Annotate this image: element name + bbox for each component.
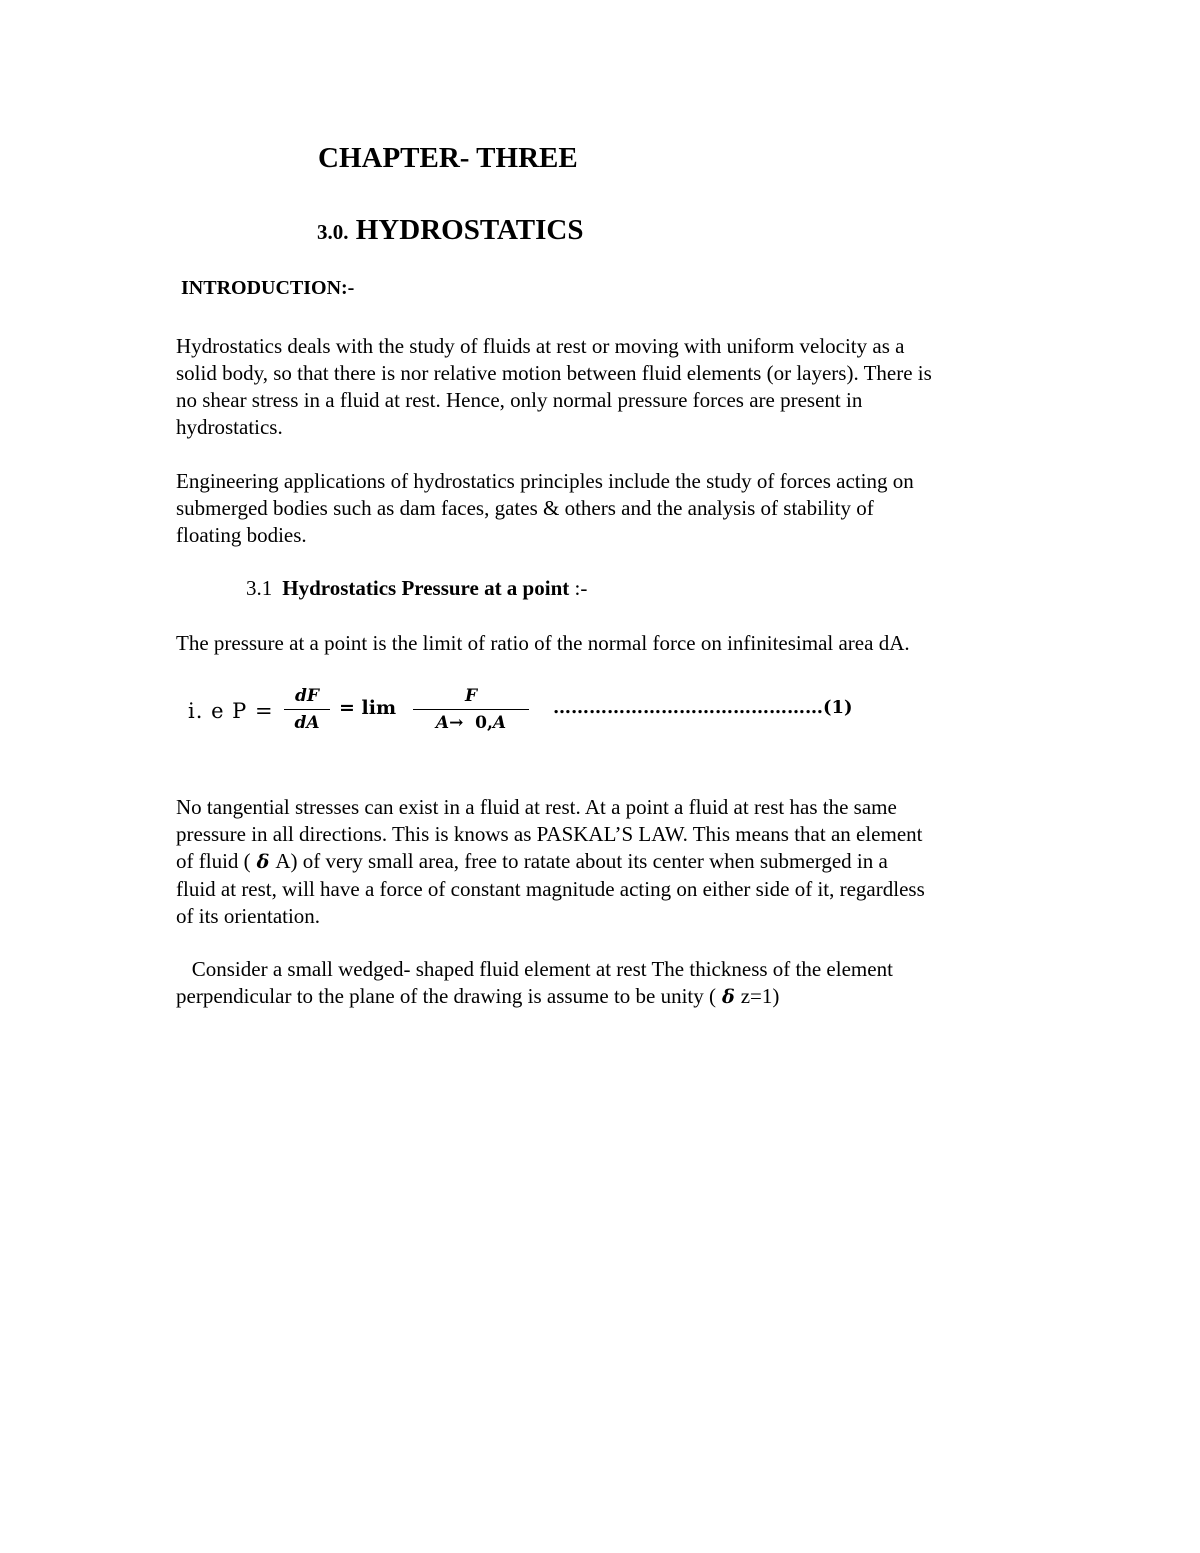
equation-prefix: i. e P =	[188, 699, 274, 723]
paragraph-line: solid body, so that there is nor relative motion between fluid elements (or layers). There is	[176, 361, 932, 385]
limit-variable: A→	[435, 713, 464, 733]
section-title-text: HYDROSTATICS	[355, 214, 584, 246]
paragraph-wedge-element	[176, 956, 1056, 1011]
paragraph-pressure-definition	[176, 630, 1056, 657]
fraction-bar	[284, 709, 330, 710]
section-number: 3.0.	[317, 220, 349, 244]
paragraph-line: floating bodies.	[176, 523, 307, 547]
text-segment: A) of very small area, free to ratate about its center when submerged in a	[275, 849, 888, 873]
paragraph-line: The pressure at a point is the limit of ratio of the normal force on infinitesimal area dA.	[176, 631, 910, 655]
subsection-suffix: :-	[569, 576, 588, 600]
section-title	[317, 214, 584, 247]
paragraph-pascals-law	[176, 794, 1056, 930]
fraction-numerator: dF	[295, 686, 319, 706]
limit-target: 0,	[475, 713, 493, 733]
text-segment: z=1)	[740, 984, 780, 1008]
paragraph-hydrostatics-definition	[176, 333, 1056, 441]
subsection-heading	[246, 576, 587, 601]
text-segment: perpendicular to the plane of the drawing is assume to be unity (	[176, 984, 717, 1008]
paragraph-line: hydrostatics.	[176, 415, 283, 439]
equation-number: ………………………………………(1)	[553, 697, 853, 718]
fraction-bar	[413, 709, 529, 710]
fraction-numerator: F	[464, 686, 478, 706]
equation-fraction-F-A	[413, 684, 529, 735]
subsection-title: Hydrostatics Pressure at a point	[282, 576, 570, 600]
paragraph-line: Hydrostatics deals with the study of fluids at rest or moving with uniform velocity as a	[176, 334, 905, 358]
paragraph-engineering-applications	[176, 468, 1056, 549]
equation-limit-operator: = lim	[339, 697, 397, 719]
introduction-heading: INTRODUCTION:-	[181, 277, 355, 299]
paragraph-line: of its orientation.	[176, 904, 321, 928]
subsection-number: 3.1	[246, 576, 273, 600]
paragraph-line: pressure in all directions. This is knows as PASKAL’S LAW. This means that an element	[176, 822, 923, 846]
equation-fraction-dF-dA	[284, 684, 330, 735]
paragraph-line	[176, 983, 1056, 1011]
paragraph-line: no shear stress in a fluid at rest. Hence, only normal pressure forces are present in	[176, 388, 863, 412]
fraction-denominator: dA	[294, 713, 320, 733]
delta-symbol: δ	[256, 851, 270, 873]
fraction-denominator	[413, 711, 529, 735]
paragraph-line: No tangential stresses can exist in a fluid at rest. At a point a fluid at rest has the same	[176, 795, 897, 819]
paragraph-line: submerged bodies such as dam faces, gates & others and the analysis of stability of	[176, 496, 874, 520]
paragraph-line	[176, 848, 1056, 876]
delta-symbol: δ	[722, 986, 735, 1008]
paragraph-line: Consider a small wedged- shaped fluid element at rest The thickness of the element	[176, 957, 893, 981]
paragraph-line: Engineering applications of hydrostatics principles include the study of forces acting on	[176, 469, 914, 493]
denominator-variable: A	[492, 713, 507, 733]
chapter-title: CHAPTER- THREE	[318, 142, 578, 174]
paragraph-line: fluid at rest, will have a force of constant magnitude acting on either side of it, regardless	[176, 877, 925, 901]
text-segment: of fluid (	[176, 849, 251, 873]
